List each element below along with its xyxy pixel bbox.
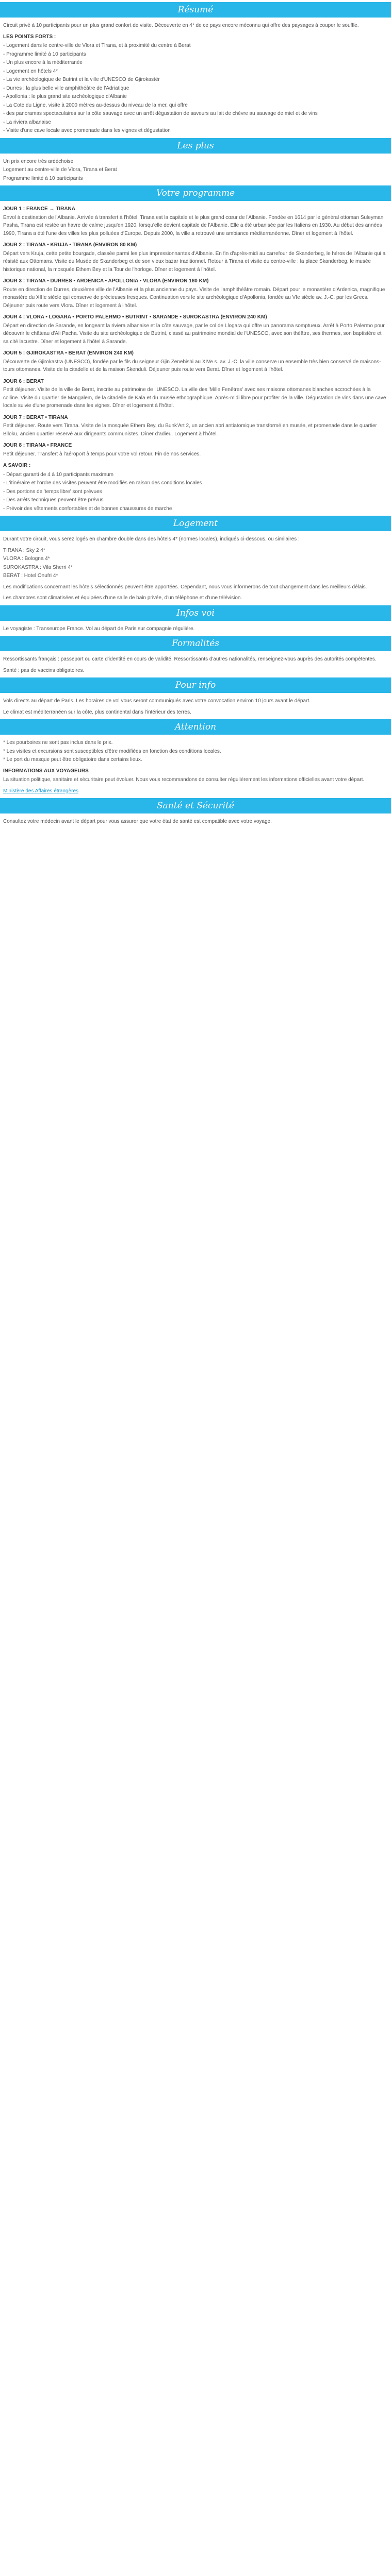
day-block	[3, 414, 388, 438]
list-item: - La riviera albanaise	[3, 119, 51, 125]
logement-extra: Les chambres sont climatisées et équipées d'une salle de bain privée, d'un téléphone et d'une télévision.	[3, 595, 242, 601]
section-bar-resume: Résumé	[0, 2, 391, 18]
day-text: Départ vers Kruja, cette petite bourgade, classée parmi les plus impressionnantes d'Albanie. En fin d'après-midi au carrefour de Skanderbeg, le héros de l'Albanie qui a résisté aux Ottomans. Visite du Musée de Skanderbeg et de son vieux bazar traditionnel. Retour à Tirana et visite du centre-ville : la place Skanderbeg, le musée historique national, la mosquée Ethem Bey et la Tour de l'horloge. Dîner et logement à l'hôtel.	[3, 250, 386, 273]
list-item: * Les pourboires ne sont pas inclus dans le prix.	[3, 740, 113, 745]
list-item: * Les visites et excursions sont susceptibles d'être modifiées en fonction des conditions locales.	[3, 748, 221, 754]
infos-text: Le voyagiste : Transeurope France. Vol au départ de Paris sur compagnie régulière.	[3, 625, 195, 632]
programme-section	[0, 205, 391, 513]
list-item: - Des portions de 'temps libre' sont prévues	[3, 488, 102, 495]
list-item: - Programme limité à 10 participants	[3, 51, 86, 57]
list-item: Logement au centre-ville de Vlora, Tirana et Berat	[3, 167, 117, 173]
section-bar-sante: Santé et Sécurité	[0, 798, 391, 814]
day-block	[3, 241, 388, 274]
section-bar-pour-info: Pour info	[0, 677, 391, 693]
pour-info-text: Vols directs au départ de Paris. Les horaires de vol vous seront communiqués avec votre convocation environ 10 jours avant le départ.	[3, 698, 311, 704]
pour-info-section	[0, 697, 391, 716]
list-item: * Le port du masque peut être obligatoire dans certains lieux.	[3, 757, 142, 762]
day-title: JOUR 4 : VLORA • LOGARA • PORTO PALERMO • BUTRINT • SARANDE • SUROKASTRA (ENVIRON 240 KM)	[3, 314, 267, 320]
ministere-link[interactable]: Ministère des Affaires étrangères	[3, 788, 79, 794]
list-item: BERAT : Hotel Onufri 4*	[3, 573, 58, 579]
day-title: JOUR 2 : TIRANA • KRUJA • TIRANA (ENVIRON 80 KM)	[3, 242, 137, 248]
day-block	[3, 313, 388, 346]
points-title: LES POINTS FORTS :	[3, 33, 56, 40]
formalites-text: Ressortissants français : passeport ou carte d'identité en cours de validité. Ressortissants d'autres nationalités, renseignez-vous auprès des autorités compétentes.	[3, 656, 377, 662]
day-text: Découverte de Gjirokastra (UNESCO), fondée par le fils du seigneur Gjin Zenebishi au XIVe s. av. J.-C. la ville conserve un ensemble très bien conservé de maisons-tours ottomanes. Visite de la citadelle et de la maison Skenduli. Déjeuner puis route vers Berat. Dîner et logement à l'hôtel.	[3, 359, 381, 372]
plus-section	[0, 158, 391, 183]
day-text: Petit déjeuner. Route vers Tirana. Visite de la mosquée Ethem Bey, du Bunk'Art 2, un ancien abri antiatomique transformé en musée, et promenade dans le quartier Blloku, ancien quartier réservé aux dirigeants communistes. Dîner d'adieu. Logement à l'hôtel.	[3, 423, 377, 437]
list-item: - Visite d'une cave locale avec promenade dans les vignes et dégustation	[3, 128, 171, 133]
list-item: Programme limité à 10 participants	[3, 175, 83, 181]
day-block	[3, 378, 388, 410]
list-item: - des panoramas spectaculaires sur la côte sauvage avec un arrêt dégustation de saveurs au lait de chèvre au sauvage de miel et de vins	[3, 111, 318, 116]
day-title: JOUR 5 : GJIROKASTRA • BERAT (ENVIRON 240 KM)	[3, 350, 134, 356]
list-item: - L'itinéraire et l'ordre des visites peuvent être modifiés en raison des conditions locales	[3, 480, 202, 486]
logement-note: Les modifications concernant les hôtels sélectionnés peuvent être apportées. Cependant, nous vous informerons de tout changement dans les meilleurs délais.	[3, 584, 367, 590]
section-bar-formalites: Formalités	[0, 636, 391, 651]
day-block	[3, 277, 388, 310]
day-text: Petit déjeuner. Transfert à l'aéroport à temps pour votre vol retour. Fin de nos services.	[3, 451, 201, 457]
list-item: - La vie archéologique de Butrint et la ville d'UNESCO de Gjirokastër	[3, 77, 160, 82]
day-text: Route en direction de Durres, deuxième ville de l'Albanie et la plus ancienne du pays. Visite de l'amphithéâtre romain. Départ pour le monastère d'Ardenica, magnifique monastère du XIIIe siècle qui conserve de précieuses fresques. Continuation vers le site archéologique d'Apollonia, fondée au VIe siècle av. J.-C. par les Grecs. Déjeuner puis route vers Vlora. Dîner et logement à l'hôtel.	[3, 286, 385, 309]
points-list	[3, 42, 388, 135]
resume-section	[0, 22, 391, 135]
list-item: - Prévoir des vêtements confortables et de bonnes chaussures de marche	[3, 505, 172, 512]
info-extra-title: INFORMATIONS AUX VOYAGEURS	[3, 768, 89, 774]
section-bar-programme: Votre programme	[0, 185, 391, 201]
hotels-list	[3, 547, 388, 580]
list-item: - Un plus encore à la méditerranée	[3, 60, 83, 65]
attention-list	[3, 739, 388, 764]
logement-section	[0, 535, 391, 602]
sante-section	[0, 818, 391, 826]
list-item: Un prix encore très ardéchoise	[3, 158, 74, 164]
list-item: - Départ garanti de 4 à 10 participants maximum	[3, 471, 113, 478]
infos-section	[0, 625, 391, 633]
info-extra-text: La situation politique, sanitaire et sécuritaire peut évoluer. Nous vous recommandons de consulter régulièrement les informations officielles avant votre départ.	[3, 777, 365, 783]
sante-text: Consultez votre médecin avant le départ pour vous assurer que votre état de santé est compatible avec votre voyage.	[3, 819, 272, 824]
resume-intro: Circuit privé à 10 participants pour un plus grand confort de visite. Découverte en 4* de ce pays encore méconnu qui offre des paysages à couper le souffle.	[3, 23, 359, 28]
list-item: - La Cote du Ligne, visite à 2000 mètres au-dessus du niveau de la mer, qui offre	[3, 102, 188, 108]
section-bar-attention: Attention	[0, 719, 391, 735]
list-item: TIRANA : Sky 2 4*	[3, 547, 45, 553]
day-text: Envol à destination de l'Albanie. Arrivée à transfert à l'hôtel. Tirana est la capitale et le plus grand cœur de l'Albanie. Fondée en 1614 par le général ottoman Suleyman Pasha, Tirana est restée un havre de calme jusqu'en 1920, lorsqu'elle devient capitale de l'Albanie. Elle a été urbanisée par les Italiens en 1930. Au début des années 1990, Tirana a été l'une des villes les plus polluées d'Europe. Depuis 2000, la ville a retrouvé une ambiance méditerranéenne. Dîner et logement à l'hôtel.	[3, 214, 384, 236]
day-title: JOUR 8 : TIRANA • FRANCE	[3, 443, 72, 448]
formalites-sante: Santé : pas de vaccins obligatoires.	[3, 667, 85, 673]
list-item: - Logement dans le centre-ville de Vlora et Tirana, et à proximité du centre à Berat	[3, 43, 191, 48]
day-block	[3, 442, 388, 458]
section-bar-infos: Infos voi	[0, 605, 391, 621]
list-item: SUROKASTRA : Vila Sherri 4*	[3, 564, 73, 570]
pour-info-meteo: Le climat est méditerranéen sur la côte, plus continental dans l'intérieur des terres.	[3, 709, 191, 715]
attention-section	[0, 739, 391, 795]
day-title: JOUR 7 : BERAT • TIRANA	[3, 414, 68, 420]
day-title: JOUR 1 : FRANCE → TIRANA	[3, 206, 76, 212]
day-title: JOUR 3 : TIRANA • DURRES • ARDENICA • APOLLONIA • VLORA (ENVIRON 180 KM)	[3, 278, 209, 284]
day-text: Petit déjeuner. Visite de la ville de Berat, inscrite au patrimoine de l'UNESCO. La ville des 'Mille Fenêtres' avec ses maisons ottomanes blanches accrochées à la colline. Visite du quartier de Mangalem, de la citadelle de Kala et du musée ethnographique. Après-midi libre pour profiter de la ville. Dégustation de vins dans une cave locale suivie d'une promenade dans les vignes. Dîner et logement à l'hôtel.	[3, 387, 386, 409]
list-item: VLORA : Bologna 4*	[3, 556, 50, 562]
list-item: - Logement en hôtels 4*	[3, 68, 58, 74]
list-item: - Apollonia : le plus grand site archéologique d'Albanie	[3, 94, 127, 99]
list-item: - Des arrêts techniques peuvent être prévus	[3, 497, 104, 503]
plus-list	[3, 158, 388, 183]
section-bar-logement: Logement	[0, 516, 391, 531]
list-item: - Durres : la plus belle ville amphithéâtre de l'Adriatique	[3, 85, 129, 91]
day-title: JOUR 6 : BERAT	[3, 378, 44, 384]
day-block	[3, 205, 388, 238]
logement-intro: Durant votre circuit, vous serez logés en chambre double dans des hôtels 4* (normes locales), indiqués ci-dessous, ou similaires :	[3, 536, 300, 542]
section-bar-plus: Les plus	[0, 138, 391, 154]
a-savoir-title: A SAVOIR :	[3, 463, 31, 468]
day-block	[3, 349, 388, 374]
a-savoir-list	[3, 471, 388, 513]
day-text: Départ en direction de Sarande, en longeant la riviera albanaise et la côte sauvage, par le col de Llogara qui offre un panorama somptueux. Arrêt à Porto Palermo pour découvrir le château d'Ali Pacha. Visite du site archéologique de Butrint, classé au patrimoine mondial de l'UNESCO, avec son théâtre, ses thermes, son baptistère et sa cité lacustre. Dîner et logement à l'hôtel à Sarande.	[3, 323, 385, 345]
formalites-section	[0, 655, 391, 674]
